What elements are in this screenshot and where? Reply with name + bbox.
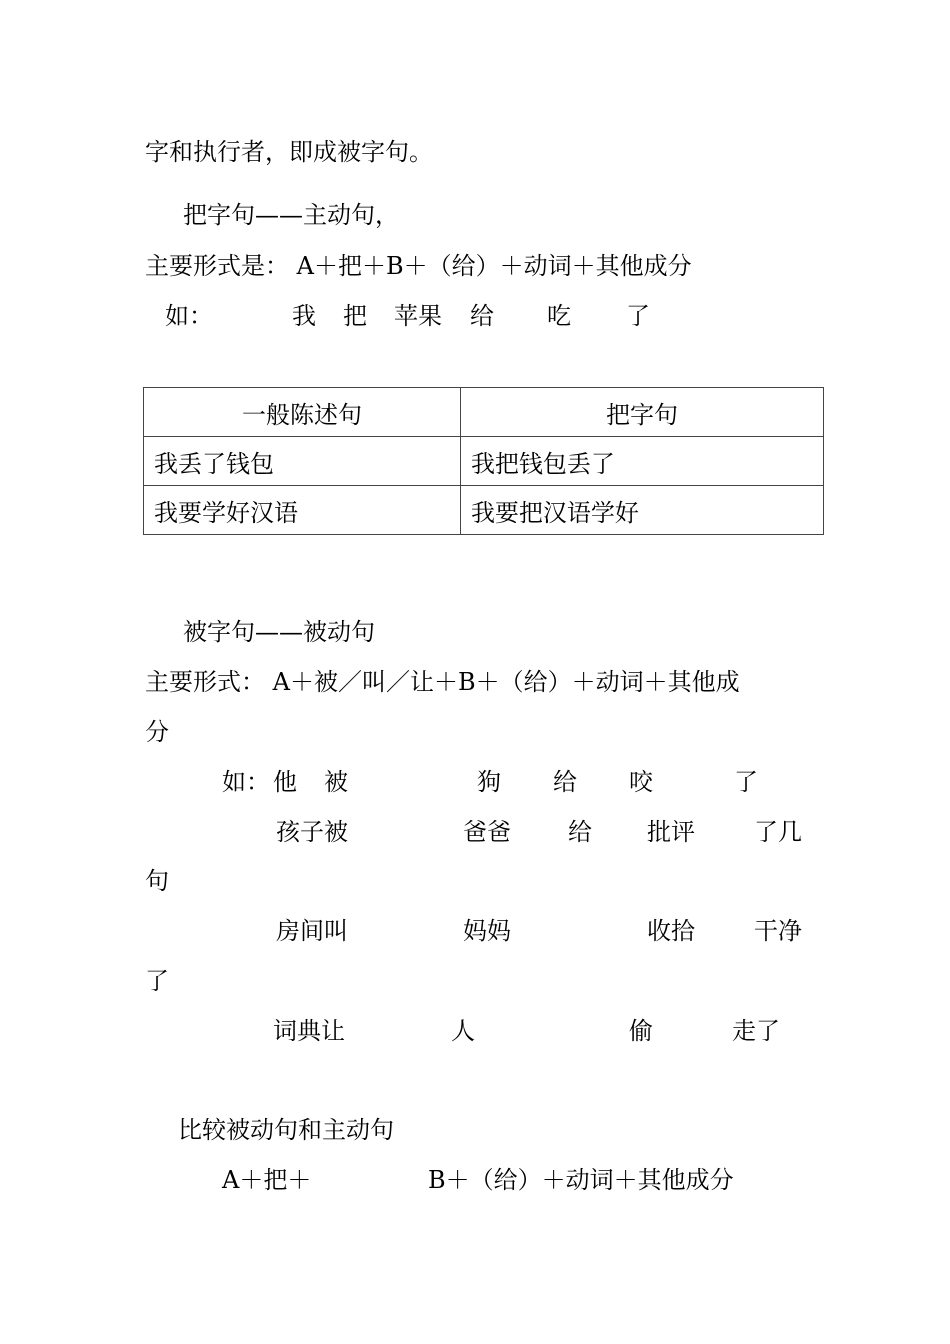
bei-example-word: 给 xyxy=(553,768,577,796)
bei-form-line1: 主要形式： A＋被／叫／让＋B＋（给）＋动词＋其他成 xyxy=(145,668,740,696)
comparison-table xyxy=(143,387,824,535)
bei-example-word: 他 xyxy=(273,768,297,796)
bei-example-word: 人 xyxy=(451,1017,475,1045)
bei-example-word: 房间叫 xyxy=(276,917,348,945)
bei-example-word: 被 xyxy=(324,768,348,796)
bei-example-word: 了 xyxy=(734,768,758,796)
intro-line: 字和执行者，即成被字句。 xyxy=(145,138,433,166)
compare-heading: 比较被动句和主动句 xyxy=(178,1116,394,1144)
bei-example-3-wrap: 了 xyxy=(145,967,169,995)
ba-example-label: 如： xyxy=(165,302,213,330)
bei-example-word: 偷 xyxy=(629,1017,653,1045)
bei-example-word: 干净 xyxy=(754,917,802,945)
bei-example-label: 如： xyxy=(222,768,270,796)
ba-heading: 把字句——主动句， xyxy=(183,201,399,229)
ba-example-word: 我 xyxy=(292,302,316,330)
bei-example-word: 孩子被 xyxy=(276,818,348,846)
bei-example-2-wrap: 句 xyxy=(145,867,169,895)
ba-form: 主要形式是： A＋把＋B＋（给）＋动词＋其他成分 xyxy=(145,252,692,280)
table-header-cell: 一般陈述句 xyxy=(144,388,461,437)
ba-example-word: 把 xyxy=(343,302,367,330)
bei-example-word: 词典让 xyxy=(273,1017,345,1045)
bei-example-word: 狗 xyxy=(477,768,501,796)
bei-example-word: 给 xyxy=(568,818,592,846)
bei-example-word: 妈妈 xyxy=(463,917,511,945)
compare-formula-left: A＋把＋ xyxy=(222,1166,312,1194)
table-cell: 我把钱包丢了 xyxy=(460,437,823,486)
bei-example-word: 爸爸 xyxy=(463,818,511,846)
table-row xyxy=(144,486,824,535)
bei-example-word: 批评 xyxy=(647,818,695,846)
table-cell: 我要学好汉语 xyxy=(144,486,461,535)
bei-example-word: 走了 xyxy=(732,1017,780,1045)
bei-example-word: 咬 xyxy=(629,768,653,796)
table-cell: 我丢了钱包 xyxy=(144,437,461,486)
bei-form-line2: 分 xyxy=(145,718,169,746)
table-header-row xyxy=(144,388,824,437)
table-row xyxy=(144,437,824,486)
compare-formula-right: B＋（给）＋动词＋其他成分 xyxy=(428,1166,734,1194)
ba-example-word: 吃 xyxy=(547,302,571,330)
bei-example-word: 收拾 xyxy=(647,917,695,945)
ba-example-word: 苹果 xyxy=(394,302,442,330)
ba-example-word: 给 xyxy=(470,302,494,330)
bei-heading: 被字句——被动句 xyxy=(183,618,375,646)
bei-example-word: 了几 xyxy=(754,818,802,846)
table-header-cell: 把字句 xyxy=(460,388,823,437)
ba-example-word: 了 xyxy=(626,302,650,330)
table-cell: 我要把汉语学好 xyxy=(460,486,823,535)
